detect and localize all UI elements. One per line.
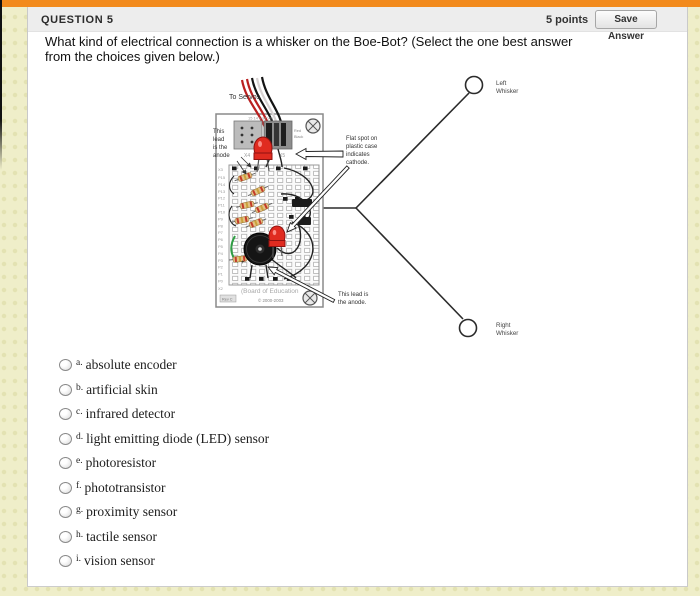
copyright-label: © 2000-2003 bbox=[258, 298, 284, 303]
screw-top-right bbox=[306, 119, 320, 133]
option-row-f bbox=[59, 481, 166, 495]
svg-text:Flat spot on: Flat spot on bbox=[346, 136, 378, 142]
radio-option-e[interactable] bbox=[59, 457, 72, 469]
radio-option-i[interactable] bbox=[59, 555, 72, 567]
svg-text:Right: Right bbox=[496, 322, 511, 329]
option-letter: f. bbox=[76, 481, 82, 491]
option-row-i bbox=[59, 554, 155, 568]
question-panel bbox=[27, 7, 688, 587]
svg-text:P8: P8 bbox=[218, 223, 223, 229]
svg-text:P15: P15 bbox=[218, 175, 226, 180]
boe-bot-diagram bbox=[186, 72, 546, 362]
option-text: phototransistor bbox=[84, 480, 166, 495]
svg-text:P14: P14 bbox=[218, 181, 226, 187]
radio-option-c[interactable] bbox=[59, 408, 72, 420]
question-line-2: from the choices given below.) bbox=[45, 48, 220, 64]
svg-text:X3: X3 bbox=[218, 167, 223, 172]
svg-text:+: + bbox=[241, 260, 245, 266]
option-letter: c. bbox=[76, 407, 83, 417]
to-servos-label: To Servos bbox=[229, 94, 261, 101]
svg-text:indicates: indicates bbox=[346, 152, 370, 158]
svg-text:plastic case: plastic case bbox=[346, 144, 378, 150]
svg-text:X4: X4 bbox=[244, 153, 251, 159]
svg-text:X5: X5 bbox=[279, 153, 286, 159]
svg-text:is the: is the bbox=[213, 145, 228, 151]
option-text: artificial skin bbox=[86, 382, 158, 397]
svg-text:P9: P9 bbox=[218, 216, 223, 222]
svg-text:P7: P7 bbox=[218, 230, 223, 236]
points-label: 5 points bbox=[546, 14, 589, 26]
option-row-h bbox=[59, 530, 157, 544]
left-whisker-label bbox=[496, 80, 518, 95]
option-text: proximity sensor bbox=[86, 504, 178, 519]
question-line-1: What kind of electrical connection is a whisker on the Boe-Bot? (Select the one best answer bbox=[45, 34, 573, 49]
header-pin-numbers: 15 14 Vdd Vin bbox=[248, 115, 274, 121]
option-letter: d. bbox=[76, 432, 84, 442]
radio-option-d[interactable] bbox=[59, 433, 72, 445]
svg-text:P6: P6 bbox=[218, 237, 223, 243]
question-title: QUESTION 5 bbox=[41, 14, 114, 26]
wire-red-label: Red bbox=[294, 129, 301, 133]
radio-option-a[interactable] bbox=[59, 359, 72, 371]
svg-text:P11: P11 bbox=[218, 202, 225, 208]
left-edge-strip bbox=[0, 0, 2, 170]
svg-text:lead: lead bbox=[213, 137, 225, 143]
svg-text:P12: P12 bbox=[218, 195, 226, 201]
option-letter: b. bbox=[76, 383, 84, 393]
svg-text:P0: P0 bbox=[218, 278, 223, 284]
svg-text:P2: P2 bbox=[218, 264, 223, 270]
board-name-label: (Board of Education bbox=[241, 288, 299, 295]
svg-text:Rev C: Rev C bbox=[222, 297, 233, 302]
svg-text:P5: P5 bbox=[218, 244, 223, 249]
option-row-a bbox=[59, 358, 177, 372]
svg-text:the anode.: the anode. bbox=[338, 300, 367, 306]
svg-text:cathode.: cathode. bbox=[346, 160, 370, 166]
radio-option-g[interactable] bbox=[59, 506, 72, 518]
rev-badge bbox=[220, 295, 236, 302]
svg-text:Left: Left bbox=[496, 80, 507, 87]
option-text: photoresistor bbox=[85, 455, 157, 470]
wire-black-label: Black bbox=[294, 135, 304, 139]
svg-text:X2: X2 bbox=[218, 286, 223, 291]
svg-text:P13: P13 bbox=[218, 188, 226, 194]
option-row-c bbox=[59, 407, 175, 421]
svg-text:anode: anode bbox=[213, 153, 230, 159]
option-text: vision sensor bbox=[84, 553, 155, 568]
radio-option-f[interactable] bbox=[59, 482, 72, 494]
question-text bbox=[45, 35, 670, 64]
svg-text:P1: P1 bbox=[218, 271, 223, 277]
svg-text:This: This bbox=[213, 129, 225, 135]
svg-text:P3: P3 bbox=[218, 257, 223, 263]
radio-option-b[interactable] bbox=[59, 384, 72, 396]
option-row-b bbox=[59, 383, 158, 397]
svg-text:This lead is: This lead is bbox=[338, 292, 369, 298]
option-letter: g. bbox=[76, 505, 84, 515]
option-letter: a. bbox=[76, 358, 83, 368]
option-row-g bbox=[59, 505, 177, 519]
option-text: infrared detector bbox=[85, 406, 176, 421]
svg-text:Whisker: Whisker bbox=[496, 330, 519, 337]
save-answer-button[interactable]: Save Answer bbox=[595, 10, 657, 29]
option-row-d bbox=[59, 432, 269, 446]
svg-text:Whisker: Whisker bbox=[496, 88, 519, 95]
option-text: light emitting diode (LED) sensor bbox=[86, 431, 270, 446]
right-whisker-label bbox=[496, 322, 518, 337]
top-accent-bar bbox=[0, 0, 700, 7]
option-text: tactile sensor bbox=[86, 529, 157, 544]
option-text: absolute encoder bbox=[85, 357, 177, 372]
option-row-e bbox=[59, 456, 156, 470]
svg-text:P4: P4 bbox=[218, 250, 223, 256]
option-letter: h. bbox=[76, 530, 84, 540]
option-letter: e. bbox=[76, 456, 83, 466]
option-letter: i. bbox=[76, 554, 82, 564]
svg-text:P10: P10 bbox=[218, 209, 226, 215]
radio-option-h[interactable] bbox=[59, 531, 72, 543]
